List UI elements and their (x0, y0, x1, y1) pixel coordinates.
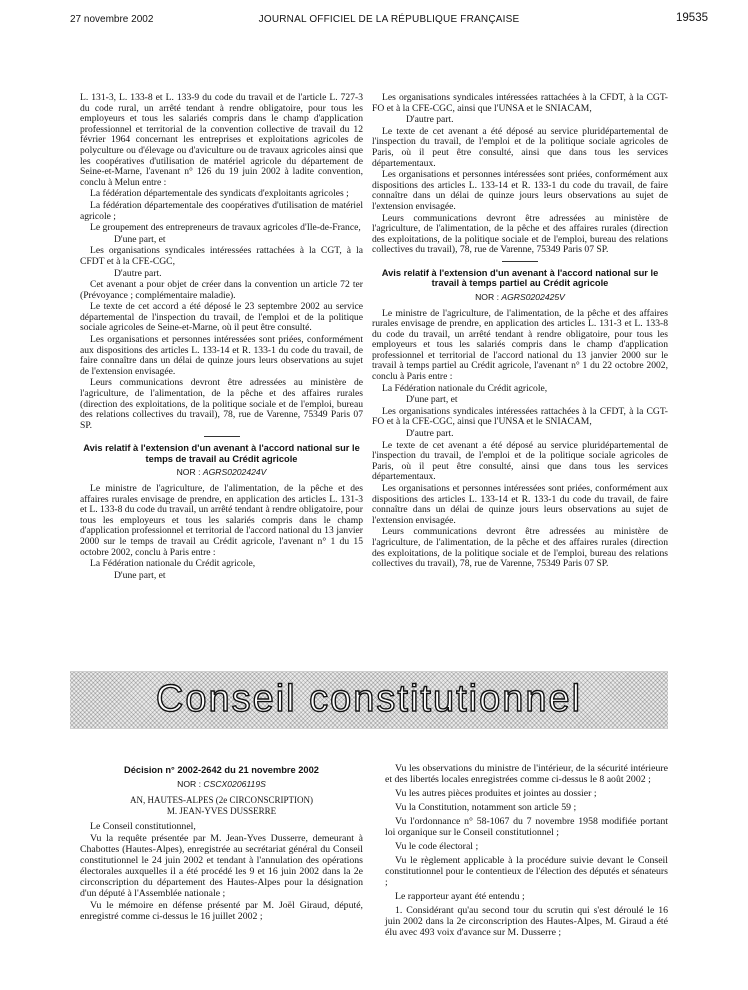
paragraph: Vu le code électoral ; (395, 841, 479, 852)
column-left-bottom (80, 763, 363, 923)
paragraph: Le texte de cet accord a été déposé le 23 septembre 2002 au service départemental de l'inspection du travail, de l'emploi et de la politique sociale agricoles de Seine-et-Marne, où il peut être consulté. (80, 301, 363, 334)
paragraph: Le Conseil constitutionnel, (90, 820, 196, 832)
nor-label: NOR : (475, 291, 499, 302)
paragraph: D'autre part. (406, 428, 454, 440)
banner-title: Conseil constitutionnel (155, 678, 583, 720)
paragraph: Les organisations syndicales intéressées rattachées à la CFDT, à la CGT-FO et à la CFE-CGC, ainsi que l'UNSA et le SNIACAM, (372, 405, 668, 428)
paragraph: Les organisations et personnes intéressées sont priées, conformément aux dispositions des articles L. 133-14 et R. 133-1 du code du travail, de faire connaître dans un délai de quinze jours leurs observations au sujet de l'extension envisagée. (372, 169, 668, 212)
paragraph: Vu le mémoire en défense présenté par M. Joël Giraud, député, enregistré comme ci-dessus le 16 juillet 2002 ; (80, 899, 363, 922)
nor-reference (80, 467, 363, 478)
paragraph: 1. Considérant qu'au second tour du scrutin qui s'est déroulé le 16 juin 2002 dans la 2e circonscription des Hautes-Alpes, M. Giraud a été élu avec 493 voix d'avance sur M. Dusserre ; (385, 905, 668, 938)
paragraph: Cet avenant a pour objet de créer dans la convention un article 72 ter (Prévoyance ; complémentaire maladie). (80, 279, 363, 301)
paragraph: Le ministre de l'agriculture, de l'alimentation, de la pêche et des affaires rurales envisage de prendre, en application des articles L. 131-3 et L. 133-8 du code du travail, un arrêté tendant à rendre obligatoire, pour tous les employeurs et tous les salariés compris dans le champ d'application professionnel et territorial de l'accord national du 13 janvier 2000 sur le travail à temps partiel au Crédit agricole, l'avenant n° 1 du 22 octobre 2002, conclu à Paris entre : (372, 307, 668, 383)
nor-code: AGRS0202425V (501, 291, 565, 302)
paragraph: Le texte de cet avenant a été déposé au service pluridépartemental de l'inspection du travail, de l'emploi et de la politique sociale agricoles de Paris, où il peut être consulté, ainsi que dans tous les services départementaux. (372, 439, 668, 483)
header-page-number: 19535 (676, 12, 708, 24)
column-right-top (372, 93, 668, 571)
paragraph: D'autre part. (406, 114, 454, 126)
constituency-line: AN, HAUTES-ALPES (2e CIRCONSCRIPTION) (129, 795, 313, 806)
decision-title: Décision n° 2002-2642 du 21 novembre 2002 (124, 765, 319, 775)
nor-reference (80, 779, 363, 790)
paragraph: Le rapporteur ayant été entendu ; (395, 891, 525, 902)
paragraph: Vu le règlement applicable à la procédure suivie devant le Conseil constitutionnel pour le contentieux de l'élection des députés et sénateurs ; (385, 855, 668, 888)
decision-subtitle (80, 795, 363, 816)
paragraph: D'une part, et (406, 394, 458, 406)
paragraph: La Fédération nationale du Crédit agricole, (382, 382, 548, 394)
section-banner (70, 671, 668, 729)
paragraph: Vu la Constitution, notamment son article 59 ; (395, 802, 577, 813)
paragraph: Vu les autres pièces produites et jointes au dossier ; (395, 788, 597, 799)
paragraph: La fédération départementale des syndicats d'exploitants agricoles ; (90, 188, 349, 200)
nor-code: CSCX0206119S (203, 778, 266, 789)
paragraph: L. 131-3, L. 133-8 et L. 133-9 du code du travail et de l'article L. 727-3 du code rural, un arrêté tendant à rendre obligatoire, pour tous les employeurs et tous les salariés compris dans le champ d'application professionnel et territorial de la convention collective de travail du 12 février 1964 concernant les entreprises et exploitations agricoles de polyculture ou d'élevage ou d'aviculture ou de travaux agricoles ainsi que les coopératives d'utilisation de matériel agricole du département de Seine-et-Marne, l'avenant n° 126 du 19 juin 2002 à ladite convention, conclu à Melun entre : (80, 92, 363, 188)
nor-label: NOR : (176, 467, 201, 478)
paragraph: Leurs communications devront être adressées au ministère de l'agriculture, de l'alimentation, de la pêche et des affaires rurales (direction des exploitations, de la politique sociale et de l'emploi, bureau des relations collectives du travail), 78, rue de Varenne, 75349 Paris 07 SP. (372, 526, 668, 570)
paragraph: Les organisations et personnes intéressées sont priées, conformément aux dispositions des articles L. 133-14 et R. 133-1 du code du travail, de faire connaître dans un délai de quinze jours leurs observations au sujet de l'extension envisagée. (372, 483, 668, 526)
paragraph: Le ministre de l'agriculture, de l'alimentation, de la pêche et des affaires rurales envisage de prendre, en application des articles L. 131-3 et L. 133-8 du code du travail, un arrêté tendant à rendre obligatoire, pour tous les employeurs et tous les salariés compris dans le champ d'application professionnel et territorial de l'accord national du 13 janvier 2000 sur le temps de travail au Crédit agricole, l'avenant n° 1 du 15 octobre 2002, conclu à Paris entre : (80, 483, 363, 558)
petitioner-line: M. JEAN-YVES DUSSERRE (166, 805, 277, 816)
section-title: Avis relatif à l'extension d'un avenant à l'accord national sur le temps de travail au Crédit agricole (83, 443, 360, 464)
column-left-top (80, 93, 363, 582)
paragraph: Les organisations syndicales intéressées rattachées à la CGT, à la CFDT et à la CFE-CGC, (80, 245, 363, 267)
nor-code: AGRS0202424V (202, 467, 267, 478)
paragraph: La Fédération nationale du Crédit agricole, (90, 558, 256, 570)
column-right-bottom (385, 763, 668, 941)
paragraph: Vu la requête présentée par M. Jean-Yves Dusserre, demeurant à Chabottes (Hautes-Alpes), enregistrée au secrétariat général du Conseil constitutionnel le 24 juin 2002 et tendant à l'annulation des opérations électorales auxquelles il a été procédé les 9 et 16 juin 2002 dans la 2e circonscription du département des Hautes-Alpes pour la désignation d'un député à l'Assemblée nationale ; (80, 832, 363, 899)
paragraph: Vu l'ordonnance n° 58-1067 du 7 novembre 1958 modifiée portant loi organique sur le Conseil constitutionnel ; (385, 816, 668, 838)
paragraph: Les organisations syndicales intéressées rattachées à la CFDT, à la CGT-FO et à la CFE-CGC, ainsi que l'UNSA et le SNIACAM, (372, 92, 668, 114)
paragraph: D'autre part. (114, 267, 162, 279)
separator-rule (204, 436, 240, 437)
paragraph: Leurs communications devront être adressées au ministère de l'agriculture, de l'alimentation, de la pêche et des affaires rurales (direction des exploitations, de la politique sociale et de l'emploi, bureau des relations collectives du travail), 78, rue de Varenne, 75349 Paris 07 SP. (80, 377, 363, 431)
nor-reference (372, 292, 668, 303)
nor-label: NOR : (177, 778, 202, 789)
page-header (70, 12, 708, 28)
paragraph: La fédération départementale des coopératives d'utilisation de matériel agricole ; (80, 199, 363, 222)
header-date: 27 novembre 2002 (70, 14, 154, 25)
header-journal-title: JOURNAL OFFICIEL DE LA RÉPUBLIQUE FRANÇAISE (258, 14, 520, 25)
paragraph: D'une part, et (114, 569, 166, 581)
paragraph: D'une part, et (114, 233, 166, 245)
paragraph: Les organisations et personnes intéressées sont priées, conformément aux dispositions des articles L. 133-14 et R. 133-1 du code du travail, de faire connaître dans un délai de quinze jours leurs observations au sujet de l'extension envisagée. (80, 334, 363, 377)
paragraph: Le groupement des entrepreneurs de travaux agricoles d'Ile-de-France, (90, 222, 361, 234)
section-title: Avis relatif à l'extension d'un avenant à l'accord national sur le travail à temps partiel au Crédit agricole (381, 267, 659, 289)
separator-rule (502, 261, 538, 262)
paragraph: Leurs communications devront être adressées au ministère de l'agriculture, de l'alimentation, de la pêche et des affaires rurales (direction des exploitations, de la politique sociale et de l'emploi, bureau des relations collectives du travail), 78, rue de Varenne, 75349 Paris 07 SP. (372, 212, 668, 256)
paragraph: Le texte de cet avenant a été déposé au service pluridépartemental de l'inspection du travail, de l'emploi et de la politique sociale agricoles de Paris, où il peut être consulté, ainsi que dans tous les services départementaux. (372, 125, 668, 169)
paragraph: Vu les observations du ministre de l'intérieur, de la sécurité intérieure et des libertés locales enregistrées comme ci-dessus le 8 août 2002 ; (385, 763, 668, 785)
